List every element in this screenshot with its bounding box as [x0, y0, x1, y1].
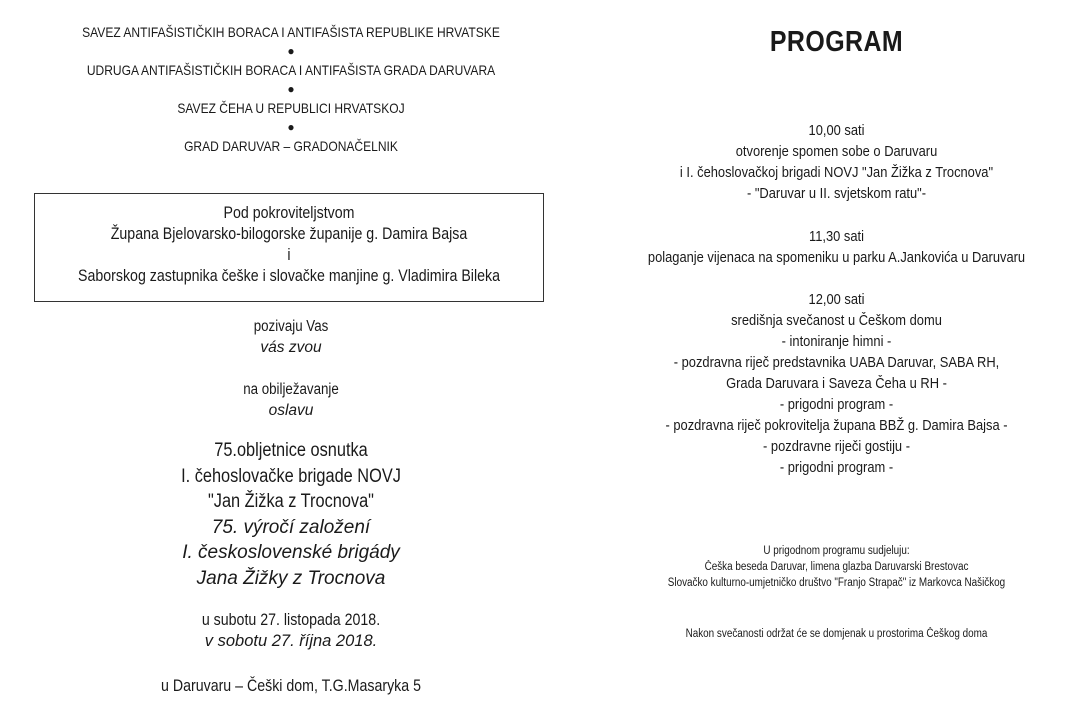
- program-block-1130: [582, 226, 1091, 268]
- event-cz-line: Jana Žižky z Trocnova: [196, 567, 386, 589]
- invitation-body: [0, 316, 582, 697]
- event-hr-line: "Jan Žižka z Trocnova": [207, 491, 374, 512]
- date-hr: u subotu 27. listopada 2018.: [201, 611, 381, 629]
- participants-heading: U prigodnom programu sudjeluju:: [763, 545, 910, 557]
- patronage-conjunction: i: [287, 246, 291, 264]
- organizer-saba: SAVEZ ANTIFAŠISTIČKIH BORACA I ANTIFAŠISTA REPUBLIKE HRVATSKE: [82, 24, 500, 40]
- organizer-savez-ceha: SAVEZ ČEHA U REPUBLICI HRVATSKOJ: [177, 100, 405, 116]
- participants: [582, 543, 1091, 591]
- closing-text: Nakon svečanosti održat će se domjenak u prostorima Češkog doma: [685, 628, 988, 640]
- program-item: - pozdravne riječi gostiju -: [763, 438, 910, 455]
- program-item: središnja svečanost u Češkom domu: [731, 312, 942, 329]
- program-item: - pozdravna riječ pokrovitelja župana BBŽ g. Damira Bajsa -: [665, 417, 1008, 434]
- program-item: - intoniranje himni -: [781, 333, 892, 350]
- date-cz: v sobotu 27. října 2018.: [204, 632, 378, 650]
- organizer-grad-daruvar: GRAD DARUVAR – GRADONAČELNIK: [184, 138, 398, 154]
- bullet-icon: ●: [287, 82, 295, 96]
- patronage-zastupnik: Saborskog zastupnika češke i slovačke manjine g. Vladimira Bileka: [78, 267, 500, 285]
- program-time: 11,30 sati: [809, 228, 864, 245]
- participants-line: Slovačko kulturno-umjetničko društvo "Franjo Strapač" iz Markovca Našičkog: [667, 577, 1006, 589]
- organizer-uaba: UDRUGA ANTIFAŠISTIČKIH BORACA I ANTIFAŠISTA GRADA DARUVARA: [86, 62, 496, 78]
- bullet-icon: ●: [287, 120, 295, 134]
- organizers-list: [0, 23, 582, 156]
- program-item: otvorenje spomen sobe o Daruvaru: [735, 143, 938, 160]
- closing-note: [582, 626, 1091, 642]
- patronage-heading: Pod pokroviteljstvom: [223, 204, 355, 222]
- program-time: 12,00 sati: [808, 291, 865, 308]
- event-cz-line: I. československé brigády: [182, 542, 400, 563]
- event-hr-line: 75.obljetnice osnutka: [214, 440, 368, 461]
- event-cz-line: 75. výročí založení: [211, 516, 371, 538]
- venue: u Daruvaru – Češki dom, T.G.Masaryka 5: [161, 677, 421, 695]
- program-block-1200: [582, 289, 1091, 478]
- program-item: - "Daruvar u II. svjetskom ratu"-: [746, 185, 927, 202]
- program-item: - prigodni program -: [779, 396, 894, 413]
- program-item: polaganje vijenaca na spomeniku u parku A.Jankovića u Daruvaru: [647, 249, 1026, 266]
- program-title: PROGRAM: [769, 26, 904, 58]
- patronage-zupan: Župana Bjelovarsko-bilogorske županije g. Damira Bajsa: [110, 225, 468, 243]
- patronage-box: [34, 193, 544, 302]
- occasion-hr: na obilježavanje: [243, 381, 339, 398]
- program-item: Grada Daruvara i Saveza Čeha u RH -: [726, 375, 947, 392]
- participants-line: Češka beseda Daruvar, limena glazba Daruvarski Brestovac: [704, 561, 969, 573]
- occasion-cz: oslavu: [268, 402, 314, 419]
- event-hr-line: I. čehoslovačke brigade NOVJ: [181, 465, 401, 487]
- program-item: - pozdravna riječ predstavnika UABA Daruvar, SABA RH,: [673, 354, 1000, 371]
- program-item: i I. čehoslovačkoj brigadi NOVJ "Jan Žižka z Trocnova": [679, 164, 994, 181]
- invite-hr: pozivaju Vas: [253, 318, 329, 335]
- invite-cz: vás zvou: [260, 339, 322, 356]
- program-item: - prigodni program -: [779, 459, 894, 476]
- bullet-icon: ●: [287, 44, 295, 58]
- program-block-1000: [582, 120, 1091, 204]
- program-time: 10,00 sati: [808, 122, 865, 139]
